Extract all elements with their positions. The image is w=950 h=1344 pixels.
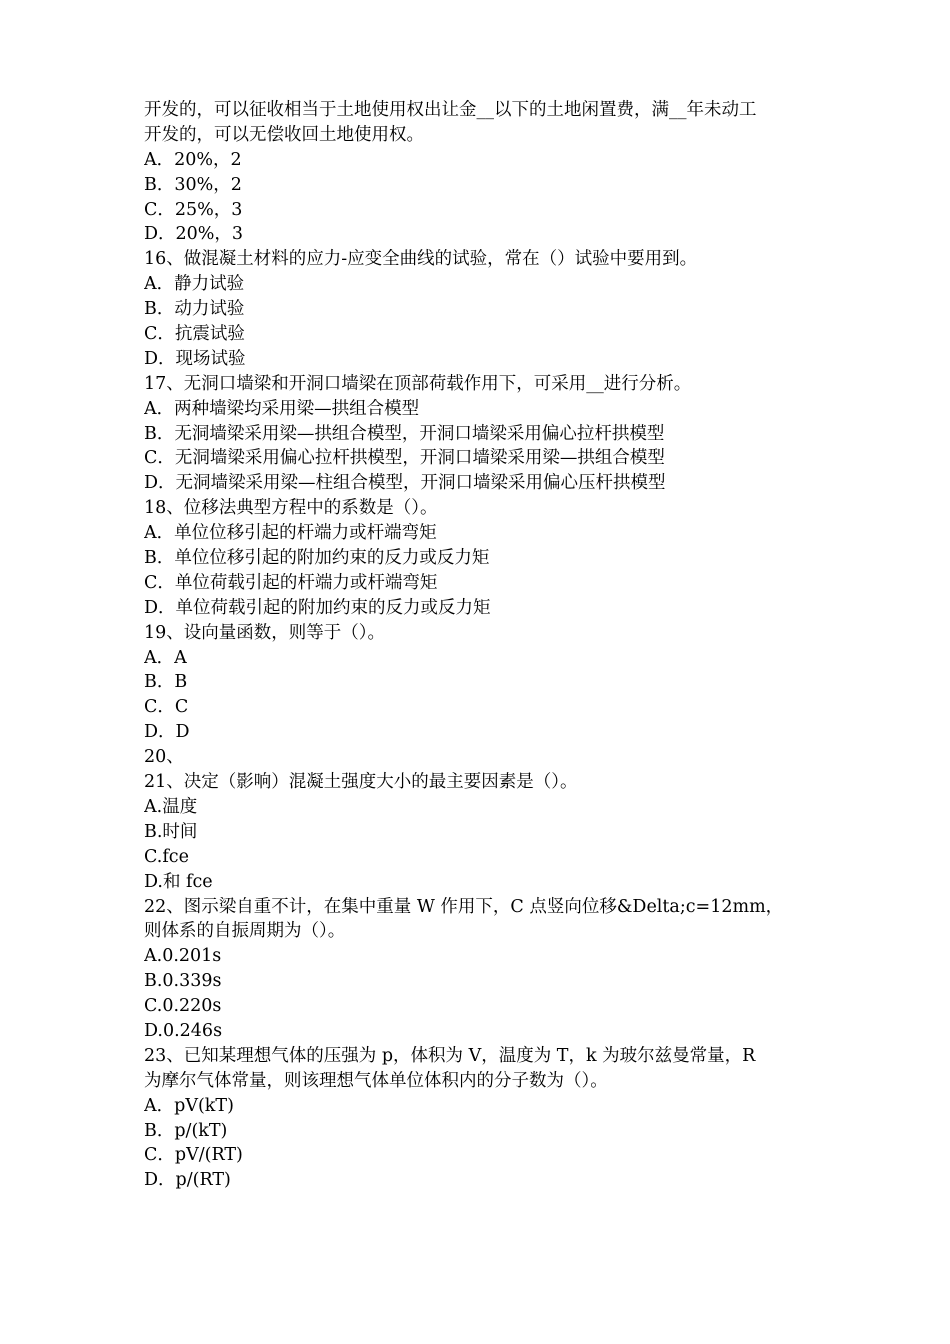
question-text-line: 17、无洞口墙梁和开洞口墙梁在顶部荷载作用下，可采用__进行分析。 [144, 373, 692, 394]
answer-option-line: C．抗震试验 [144, 324, 245, 345]
question-text-line: 18、位移法典型方程中的系数是（）。 [144, 498, 438, 519]
answer-option-line: C.fce [144, 846, 189, 867]
question-text-line: 20、 [144, 747, 184, 768]
question-text-line: 为摩尔气体常量，则该理想气体单位体积内的分子数为（）。 [144, 1070, 608, 1091]
answer-option-line: B.0.339s [144, 971, 222, 992]
answer-option-line: B．单位位移引起的附加约束的反力或反力矩 [144, 548, 490, 569]
answer-option-line: C．单位荷载引起的杆端力或杆端弯矩 [144, 572, 438, 593]
answer-option-line: C.0.220s [144, 996, 222, 1017]
answer-option-line: D．单位荷载引起的附加约束的反力或反力矩 [144, 597, 491, 618]
answer-option-line: D．D [144, 722, 190, 743]
answer-option-line: B．无洞墙梁采用梁—拱组合模型，开洞口墙梁采用偏心拉杆拱模型 [144, 423, 665, 444]
answer-option-line: D．现场试验 [144, 348, 246, 369]
answer-option-line: A．静力试验 [144, 274, 245, 295]
answer-option-line: D．p/(RT) [144, 1170, 231, 1191]
answer-option-line: A．单位位移引起的杆端力或杆端弯矩 [144, 523, 437, 544]
answer-option-line: B．B [144, 672, 188, 693]
answer-option-line: C．pV/(RT) [144, 1145, 243, 1166]
answer-option-line: D．无洞墙梁采用梁—柱组合模型，开洞口墙梁采用偏心压杆拱模型 [144, 473, 666, 494]
answer-option-line: A．pV(kT) [144, 1095, 234, 1116]
answer-option-line: A.温度 [144, 796, 198, 817]
question-text-line: 开发的，可以征收相当于土地使用权出让金__以下的土地闲置费，满__年未动工 [144, 100, 757, 120]
question-text-line: 23、已知某理想气体的压强为 p，体积为 V，温度为 T，k 为玻尔兹曼常量，R [144, 1045, 756, 1066]
question-text-line: 21、决定（影响）混凝土强度大小的最主要因素是（）。 [144, 772, 578, 793]
answer-option-line: B．p/(kT) [144, 1120, 228, 1141]
answer-option-line: B．动力试验 [144, 299, 245, 320]
answer-option-line: D．20%，3 [144, 224, 244, 245]
answer-option-line: C．25%，3 [144, 199, 243, 220]
question-text-line: 则体系的自振周期为（）。 [144, 921, 346, 942]
answer-option-line: A．A [144, 647, 187, 668]
answer-option-line: D.和 fce [144, 871, 213, 892]
answer-option-line: A．20%，2 [144, 149, 242, 170]
answer-option-line: A.0.201s [144, 946, 222, 967]
exam-text-body [144, 98, 810, 1193]
answer-option-line: A．两种墙梁均采用梁—拱组合模型 [144, 398, 420, 419]
answer-option-line: B．30%，2 [144, 174, 242, 195]
answer-option-line: C．C [144, 697, 189, 718]
question-text-line: 16、做混凝土材料的应力-应变全曲线的试验，常在（）试验中要用到。 [144, 249, 698, 270]
answer-option-line: D.0.246s [144, 1020, 223, 1041]
question-text-line: 开发的，可以无偿收回土地使用权。 [144, 124, 424, 145]
question-text-line: 19、设向量函数，则等于（）。 [144, 622, 386, 643]
question-text-line: 22、图示梁自重不计，在集中重量 W 作用下，C 点竖向位移&Delta;c=12mm， [144, 896, 784, 917]
answer-option-line: C．无洞墙梁采用偏心拉杆拱模型，开洞口墙梁采用梁—拱组合模型 [144, 448, 665, 469]
answer-option-line: B.时间 [144, 821, 198, 842]
